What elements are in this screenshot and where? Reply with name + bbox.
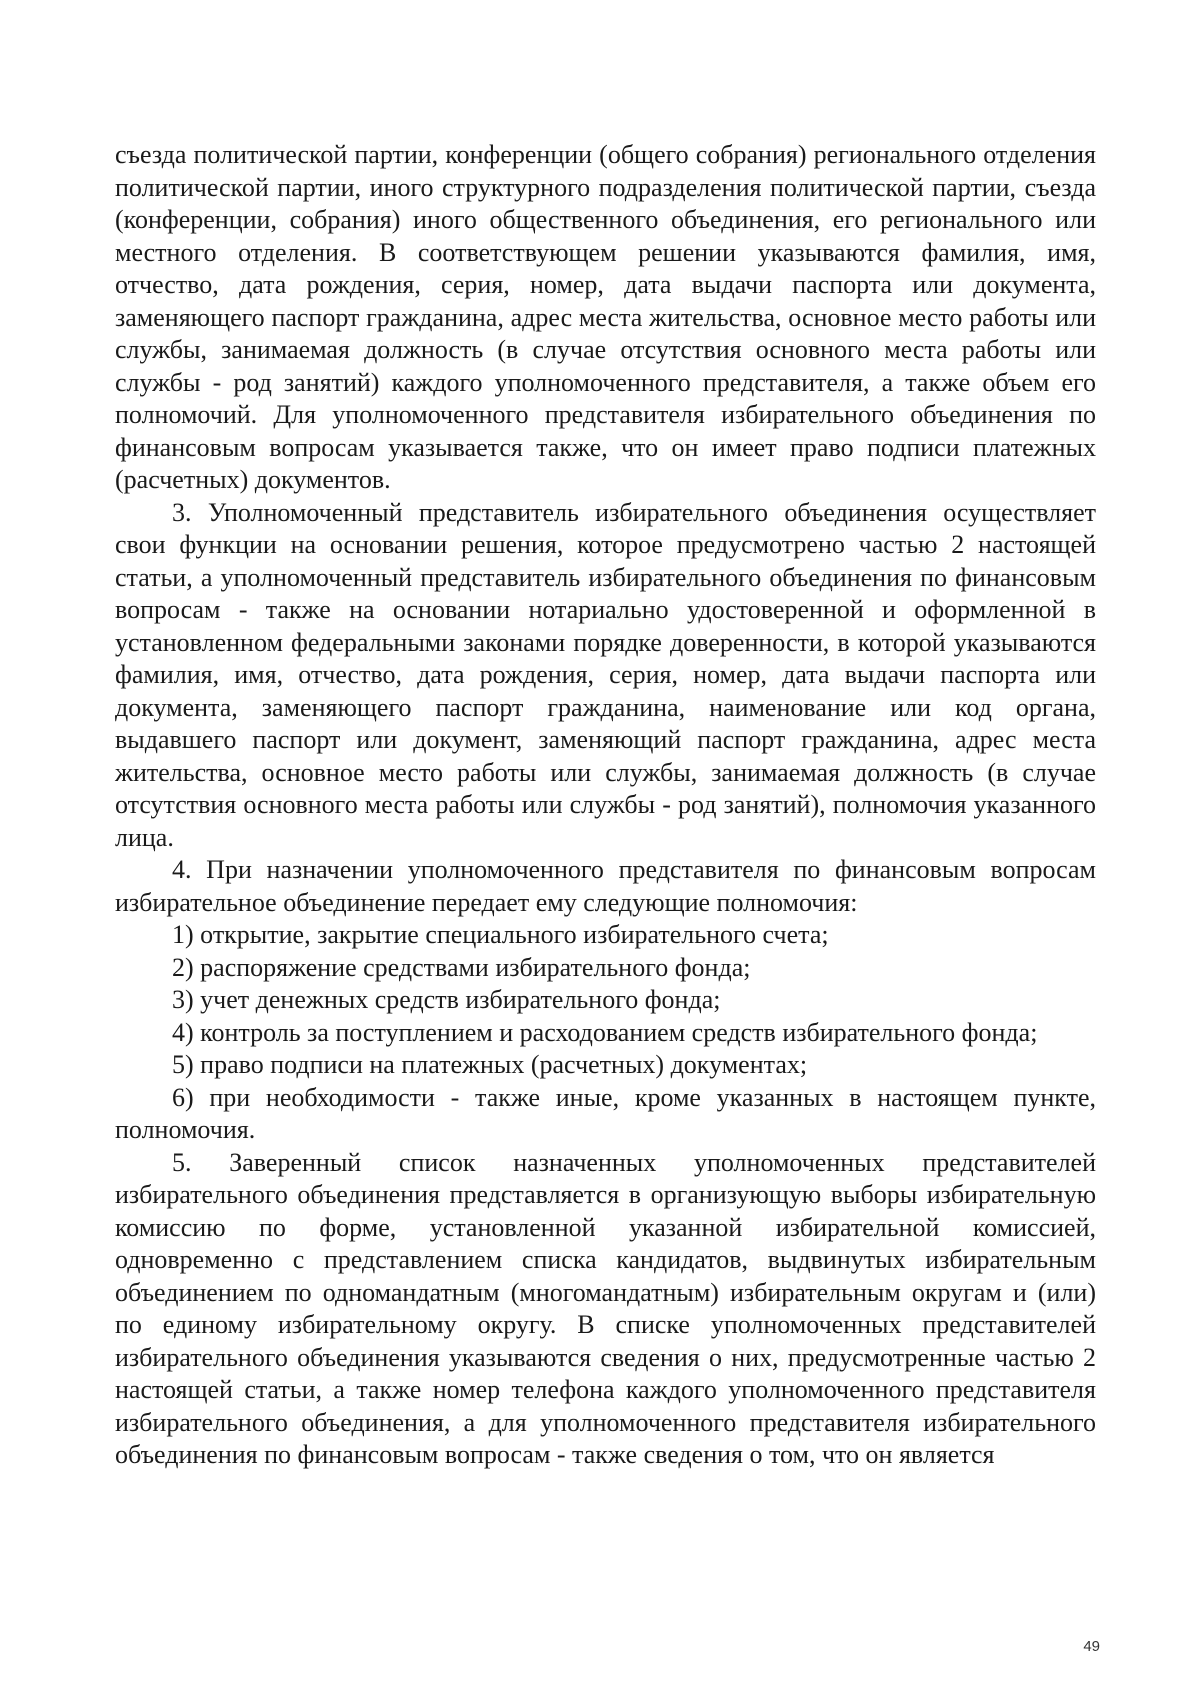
page-number: 49 — [1083, 1638, 1100, 1655]
document-body — [115, 139, 1096, 1472]
list-item-5: 5) право подписи на платежных (расчетных) документах; — [172, 1050, 808, 1079]
list-item-3: 3) учет денежных средств избирательного фонда; — [172, 985, 721, 1014]
paragraph-continuation: съезда политической партии, конференции (общего собрания) регионального отделения политической партии, иного структурного подразделения политической партии, съезда (конференции, собрания) иного общественного объединения, его регионального или местного отделения. В соответствующем решении указываются фамилия, имя, отчество, дата рождения, серия, номер, дата выдачи паспорта или документа, заменяющего паспорт гражданина, адрес места жительства, основное место работы или службы, занимаемая должность (в случае отсутствия основного места работы или службы - род занятий) каждого уполномоченного представителя, а также объем его полномочий. Для уполномоченного представителя избирательного объединения по финансовым вопросам указывается также, что он имеет право подписи платежных (расчетных) документов. — [115, 140, 1096, 494]
paragraph-item-5: 5. Заверенный список назначенных уполномоченных представителей избирательного объединения представляется в организующую выборы избирательную комиссию по форме, установленной указанной избирательной комиссией, одновременно с представлением списка кандидатов, выдвинутых избирательным объединением по одномандатным (многомандатным) избирательным округам и (или) по единому избирательному округу. В списке уполномоченных представителей избирательного объединения указываются сведения о них, предусмотренные частью 2 настоящей статьи, а также номер телефона каждого уполномоченного представителя избирательного объединения, а для уполномоченного представителя избирательного объединения по финансовым вопросам - также сведения о том, что он является — [115, 1147, 1096, 1469]
list-item-4: 4) контроль за поступлением и расходованием средств избирательного фонда; — [172, 1017, 1038, 1047]
list-item-2: 2) распоряжение средствами избирательного фонда; — [172, 952, 751, 982]
paragraph-item-4: 4. При назначении уполномоченного представителя по финансовым вопросам избирательное объединение передает ему следующие полномочия: — [115, 855, 1096, 917]
paragraph-item-3: 3. Уполномоченный представитель избирательного объединения осуществляет свои функции на основании решения, которое предусмотрено частью 2 настоящей статьи, а уполномоченный представитель избирательного объединения по финансовым вопросам - также на основании нотариально удостоверенной и оформленной в установленном федеральными законами порядке доверенности, в которой указываются фамилия, имя, отчество, дата рождения, серия, номер, дата выдачи паспорта или документа, заменяющего паспорт гражданина, наименование или код органа, выдавшего паспорт или документ, заменяющий паспорт гражданина, адрес места жительства, основное место работы или службы, занимаемая должность (в случае отсутствия основного места работы или службы - род занятий), полномочия указанного лица. — [115, 497, 1096, 852]
list-item-1: 1) открытие, закрытие специального избирательного счета; — [172, 920, 829, 949]
list-item-6: 6) при необходимости - также иные, кроме указанных в настоящем пункте, полномочия. — [115, 1082, 1096, 1144]
